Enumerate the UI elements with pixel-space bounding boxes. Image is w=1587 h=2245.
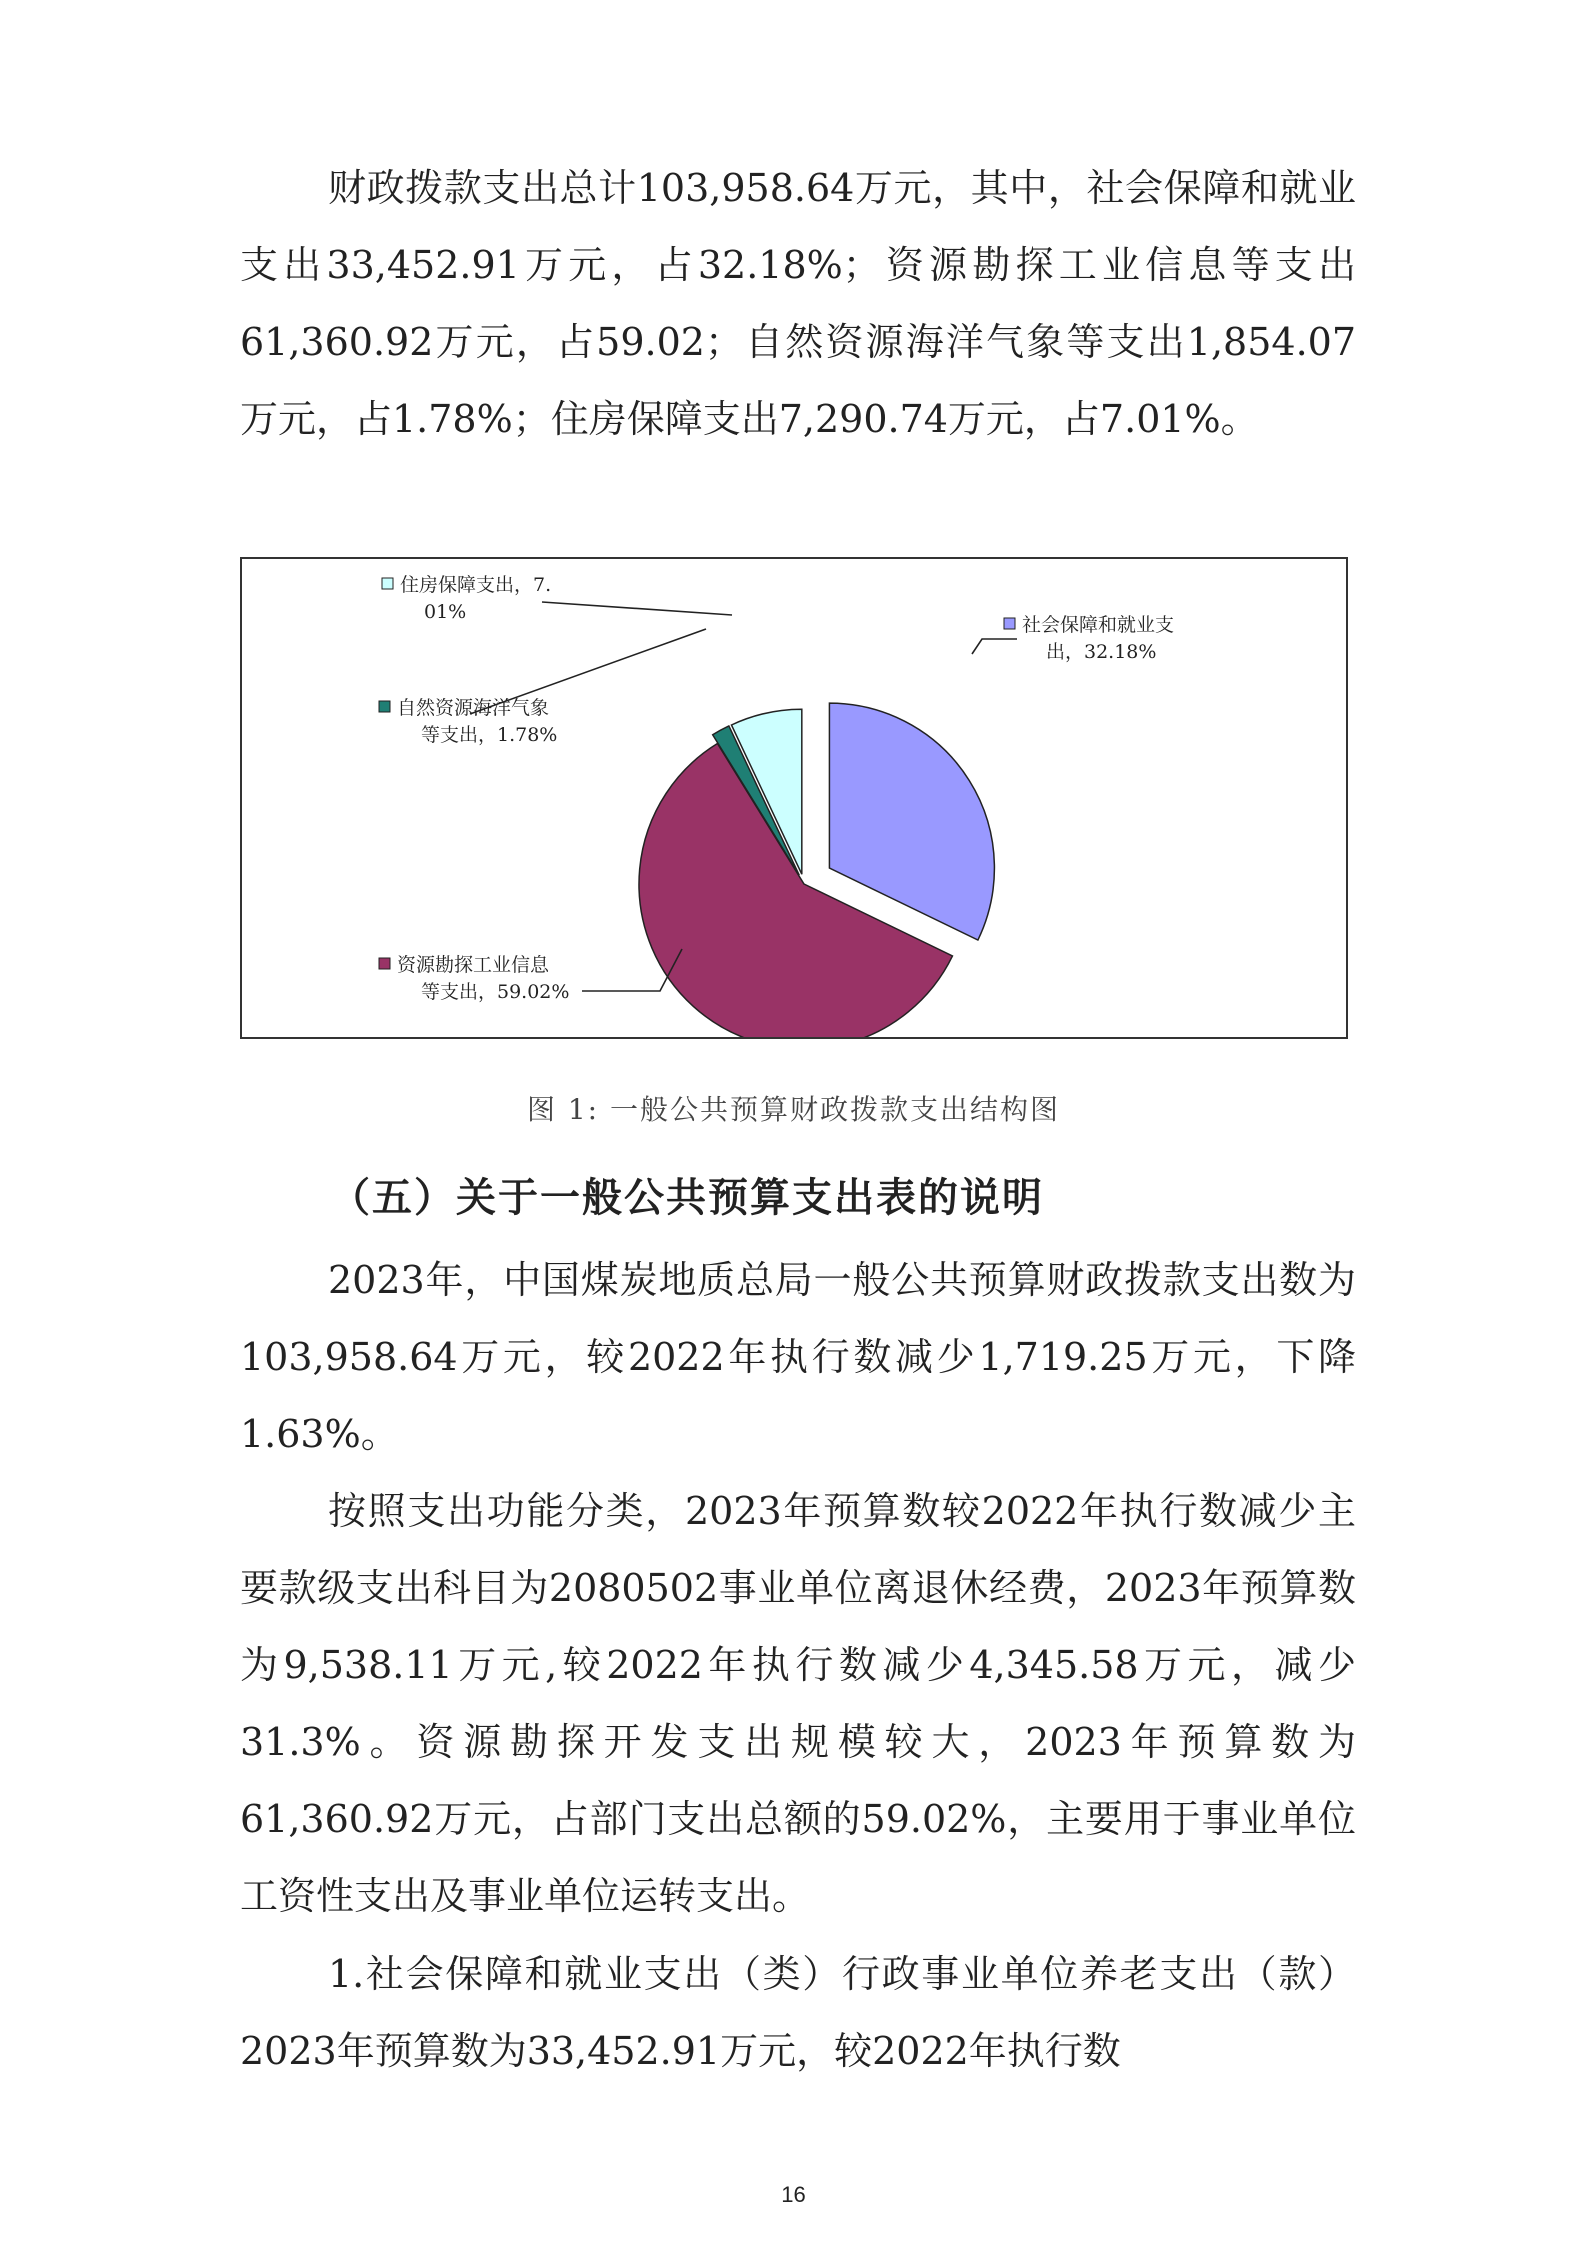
paragraph-expenditure-summary: 财政拨款支出总计103,958.64万元，其中，社会保障和就业支出33,452.91万元，占32.18%；资源勘探工业信息等支出61,360.92万元，占59.02；自然资源海洋气象等支出1,854.07万元，占1.78%；住房保障支出7,290.74万元，占7.01%。	[240, 166, 1356, 441]
pie-label-line1-3: 住房保障支出，7.	[400, 574, 552, 596]
pie-label-line2-0: 出，32.18%	[1046, 641, 1157, 663]
pie-chart-frame	[240, 557, 1348, 1039]
pie-label-line1-0: 社会保障和就业支	[1022, 614, 1175, 636]
paragraph-total-expenditure: 2023年，中国煤炭地质总局一般公共预算财政拨款支出数为103,958.64万元，较2022年执行数减少1,719.25万元，下降1.63%。	[240, 1258, 1356, 1456]
section-title: （五）关于一般公共预算支出表的说明	[330, 1175, 1044, 1221]
figure-caption: 图 1: 一般公共预算财政拨款支出结构图	[526, 1093, 1061, 1126]
pie-label-marker-1	[379, 958, 390, 969]
paragraph-functional-classification: 按照支出功能分类，2023年预算数较2022年执行数减少主要款级支出科目为2080502事业单位离退休经费，2023年预算数为9,538.11万元,较2022年执行数减少4,345.58万元，减少31.3%。资源勘探开发支出规模较大，2023年预算数为61,360.92万元，占部门支出总额的59.02%，主要用于事业单位工资性支出及事业单位运转支出。	[240, 1489, 1356, 1918]
pie-label-line1-2: 自然资源海洋气象	[397, 697, 550, 719]
pie-label-line1-1: 资源勘探工业信息	[397, 954, 550, 976]
pie-leader-line-3	[542, 602, 732, 615]
pie-slice-0	[829, 703, 994, 940]
pie-label-marker-0	[1004, 618, 1015, 629]
pie-label-line2-3: 01%	[424, 601, 467, 623]
pie-chart	[242, 559, 1346, 1037]
pie-leader-line-0	[972, 639, 1017, 654]
pie-label-marker-3	[382, 578, 393, 589]
pie-label-marker-2	[379, 701, 390, 712]
pie-label-line2-1: 等支出，59.02%	[421, 981, 570, 1003]
page-number: 16	[781, 2182, 806, 2207]
paragraph-social-security-item: 1.社会保障和就业支出（类）行政事业单位养老支出（款）2023年预算数为33,452.91万元，较2022年执行数	[240, 1952, 1356, 2073]
pie-label-line2-2: 等支出，1.78%	[421, 724, 558, 746]
